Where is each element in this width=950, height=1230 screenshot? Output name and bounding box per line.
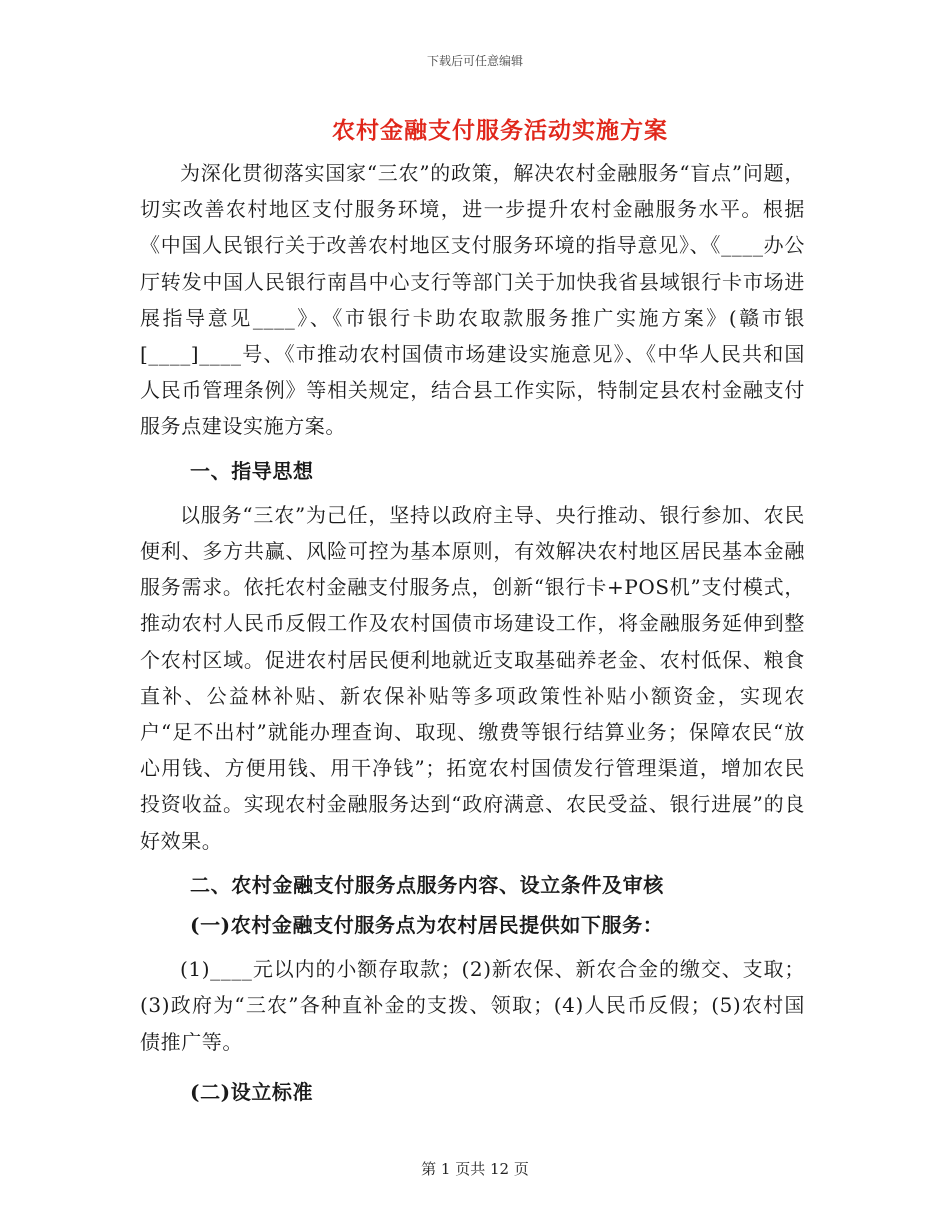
subsection1-paragraph: (1)____元以内的小额存取款；(2)新农保、新农合金的缴交、支取；(3)政府为“三农”各种直补金的支拨、领取；(4)人民币反假；(5)农村国债推广等。 xyxy=(140,957,805,1054)
page-number: 第 1 页共 12 页 xyxy=(421,1160,529,1178)
section1-heading: 一、指导思想 xyxy=(190,458,314,483)
section2-heading: 二、农村金融支付服务点服务内容、设立条件及审核 xyxy=(190,872,664,897)
document-title: 农村金融支付服务活动实施方案 xyxy=(332,117,668,144)
intro-paragraph: 为深化贯彻落实国家“三农”的政策，解决农村金融服务“盲点”问题，切实改善农村地区支付服务环境，进一步提升农村金融服务水平。根据《中国人民银行关于改善农村地区支付服务环境的指导意见》、《____办公厅转发中国人民银行南昌中心支行等部门关于加快我省县域银行卡市场进展指导意见____》、《市银行卡助农取款服务推广实施方案》(赣市银[____]____号、《市推动农村国债市场建设实施意见》、《中华人民共和国人民币管理条例》等相关规定，结合县工作实际，特制定县农村金融支付服务点建设实施方案。 xyxy=(140,161,805,439)
document-body xyxy=(140,155,805,1110)
page-header-note: 下载后可任意编辑 xyxy=(426,54,523,68)
section1-paragraph: 以服务“三农”为己任，坚持以政府主导、央行推动、银行参加、农民便利、多方共赢、风险可控为基本原则，有效解决农村地区居民基本金融服务需求。依托农村金融支付服务点，创新“银行卡+POS机”支付模式，推动农村人民币反假工作及农村国债市场建设工作，将金融服务延伸到整个农村区域。促进农村居民便利地就近支取基础养老金、农村低保、粮食直补、公益林补贴、新农保补贴等多项政策性补贴小额资金，实现农户“足不出村”就能办理查询、取现、缴费等银行结算业务；保障农民“放心用钱、方便用钱、用干净钱”；拓宽农村国债发行管理渠道，增加农民投资收益。实现农村金融服务达到“政府满意、农民受益、银行进展”的良好效果。 xyxy=(140,502,805,853)
subsection1-heading: (一)农村金融支付服务点为农村居民提供如下服务： xyxy=(190,913,664,938)
subsection2-heading: (二)设立标准 xyxy=(190,1079,314,1104)
